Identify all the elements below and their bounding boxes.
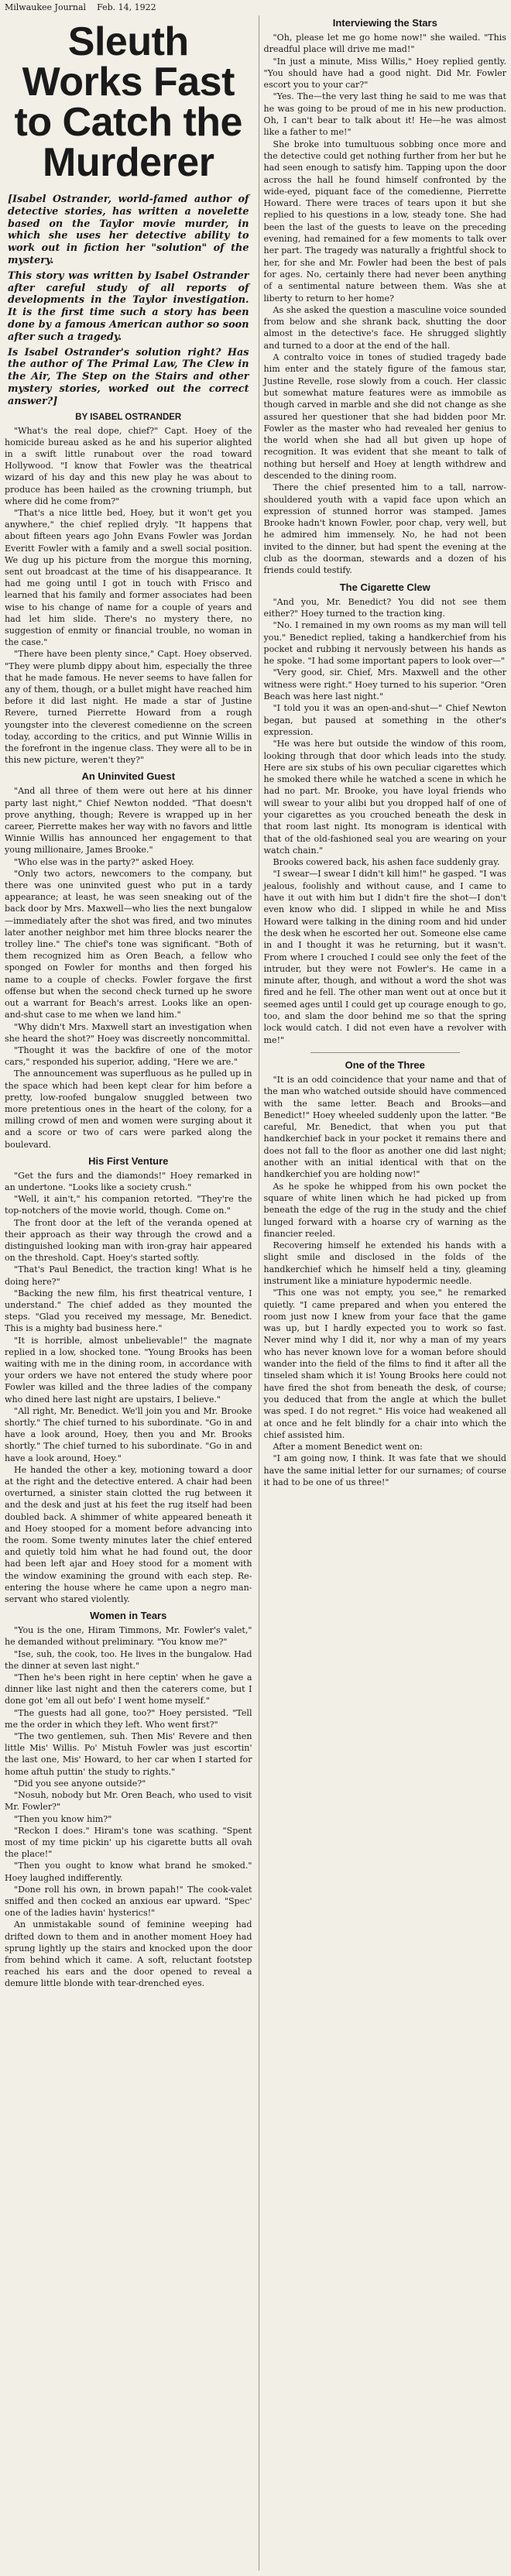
article-paragraph: She broke into tumultuous sobbing once more and the detective could get nothing further from her but he had seen enough to satisfy him. Tapping upon the door across the hall he found himself confronted by the wide-eyed, piquant face of the comedienne, Pierrette Howard. There were traces of tears upon it but she replied to his questions in a low, steady tone. She had been the last of the guests to leave on the preceding evening, had remained for a few moments to talk over her part. The tragedy was naturally a frightful shock to her, for she and Mr. Fowler had been the best of pals for ages. No, certainly there had never been anything of a sentimental nature between them. Was she at liberty to return to her home? [263,139,506,304]
left-column [5,15,252,2571]
article-paragraph: "All right, Mr. Benedict. We'll join you and Mr. Brooke shortly." The chief turned to his subordinate. "Go in and have a look around, Hoey, then you and Mr. Brooks shortly." The chief turned to his subordinate. "Go in and have a look around, Hoey." [5,1405,252,1463]
article-paragraph: There the chief presented him to a tall, narrow-shouldered youth with a vapid face upon which an expression of stunned horror was stamped. James Brooke hadn't known Fowler, poor chap, very well, but he admired him immensely. No, he had not been invited to the dinner, but had spent the evening at the club as the doorman, stewards and a dozen of his friends could testify. [263,482,506,576]
article-paragraph: "There have been plenty since," Capt. Hoey observed. "They were plumb dippy about him, especially the three that he made famous. He never seems to have fallen for any of them, though, or a bullet might have reached him before it did last night. He made a star of Justine Revere, turned Pierrette Howard from a rough youngster into the cleverest comedienne on the screen today, according to the critics, and put Winnie Willis in the forefront in the ingenue class. They were all to be in this new picture, weren't they?" [5,649,252,766]
section-divider [310,1052,461,1053]
article-paragraph: "No. I remained in my own rooms as my man will tell you." Benedict replied, taking a handkerchief from his pocket and rubbing it nervously between his hands as he spoke. "I had some important papers to look over—" [263,620,506,667]
article-body-right [264,17,507,1488]
headline: Sleuth Works Fast to Catch the Murderer [14,19,242,185]
subhead-women-in-tears: Women in Tears [90,1610,167,1622]
article-paragraph: After a moment Benedict went on: [273,1442,423,1453]
article-paragraph: "Very good, sir. Chief, Mrs. Maxwell and the other witness were right." Hoey turned to his superior. "Oren Beach was here last night." [263,667,506,702]
article-paragraph: "Did you see anyone outside?" [14,1778,146,1789]
article-paragraph: "That's Paul Benedict, the traction king! What is he doing here?" [5,1264,252,1287]
article-paragraph: An unmistakable sound of feminine weeping had drifted down to them and in another moment Hoey had sprung lightly up the stairs and knocked upon the door from behind which it came. A soft, reluctant footstep reached his ears and the door opened to reveal a demure little blonde with tear-drenched eyes. [5,1919,252,1989]
article-paragraph: "In just a minute, Miss Willis," Hoey replied gently. "You should have had a good night. Did Mr. Fowler escort you to your car?" [263,56,506,91]
article-paragraph: "I swear—I swear I didn't kill him!" he gasped. "I was jealous, foolishly and without cause, and I came to have it out with him but I didn't fire the shot—I don't even know who did. I slipped in while he and Miss Howard were talking in the dining room and hid under the desk when he escorted her out. Someone else came in and I thought it was he returning, but it wasn't. From where I crouched I could see only the feet of the intruder, but they were not Fowler's. He came in a minute after, though, and without a word the shot was fired and he fell. The other man went out at once but it seemed ages until I could get up courage enough to go, too, and slam the door behind me so that the spring lock would catch. I did not even have a revolver with me!" [263,869,506,1045]
article-paragraph: "Yes. The—the very last thing he said to me was that he was going to be proud of me in his new production. Oh, I can't bear to talk about it! He—he was almost like a father to me!" [263,91,506,138]
article-paragraph: "And you, Mr. Benedict? You did not see them either?" Hoey turned to the traction king. [263,596,506,619]
article-paragraph: "Then you ought to know what brand he smoked." Hoey laughed indifferently. [5,1861,252,1883]
article-paragraph: "Get the furs and the diamonds!" Hoey remarked in an undertone. "Looks like a society crush." [5,1170,252,1192]
article-paragraph: "You is the one, Hiram Timmons, Mr. Fowler's valet," he demanded without preliminary. "You know me?" [5,1625,252,1648]
article-paragraph: A contralto voice in tones of studied tragedy bade him enter and the stately figure of the famous star, Justine Revelle, rose slowly from a couch. Her classic but somewhat mature features were as immobile as though carved in marble and she did not change as she assured her questioner that she had bidden poor Mr. Fowler as the master who had revealed her genius to the world when she had all but given up hope of recognition. It was evident that she meant to talk of nothing but herself and Hoey at length withdrew and descended to the dining room. [263,352,506,481]
article-paragraph: Brooks cowered back, his ashen face suddenly gray. [273,857,500,868]
left-block-2 [5,785,252,1150]
subhead-interviewing-stars: Interviewing the Stars [332,17,437,29]
article-paragraph: The announcement was superfluous as he pulled up in the space which had been kept clear for him before a pretty, low-roofed bungalow snuggled between two more pretentious ones in the heart of the colony, for a milling crowd of men and women were surging about it and a score or two of cars were parked along the boulevard. [5,1068,252,1150]
article-paragraph: As he spoke he whipped from his own pocket the square of white linen which he had picked up from beneath the edge of the rug in the study and the chief lunged forward with a hoarse cry of warning as the financier reeled. [263,1181,506,1239]
article-paragraph: "Nosuh, nobody but Mr. Oren Beach, who used to visit Mr. Fowler?" [5,1790,252,1813]
subhead-cigarette-clew: The Cigarette Clew [339,581,430,593]
article-paragraph: "Ise, suh, the cook, too. He lives in the bungalow. Had the dinner at seven last night." [5,1648,252,1671]
article-paragraph: "What's the real dope, chief?" Capt. Hoey of the homicide bureau asked as he and his superior alighted in a swift little runabout over the road toward Hollywood. "I know that Fowler was the theatrical wizard of his day and this new play he was about to produce has been hailed as the crowning triumph, but where did he come from?" [5,425,252,506]
article-paragraph: "Oh, please let me go home now!" she wailed. "This dreadful place will drive me mad!" [263,33,506,55]
article-paragraph: "This one was not empty, you see," he remarked quietly. "I came prepared and when you entered the room just now I knew from your face that the game was up, but I hardly expected you to work so fast. Never mind why I did it, nor why a man of my years who has never known love for a woman before should wander into the field of the films to find it after all the tinseled sham which it is! Young Brooks here could not have fired the shot from beneath the desk, of course; you deduced that from the angle at which the bullet was sped. I do not regret." His voice had weakened all at once and he felt blindly for a chair into which the chief assisted him. [263,1288,506,1440]
article-paragraph: "Why didn't Mrs. Maxwell start an investigation when she heard the shot?" Hoey was discreetly noncommittal. [5,1021,252,1044]
article-paragraph: "Then he's been right in here ceptin' when he gave a dinner like last night and then the caterers come, but I done got 'em all out befo' I went home myself." [5,1672,252,1706]
article-paragraph: "Then you know him?" [14,1813,112,1824]
article-paragraph: "It is an odd coincidence that your name and that of the man who watched outside should have commenced with the same letter. Beach and Brooks—and Benedict!" Hoey wheeled suddenly upon the latter. "Be careful, Mr. Benedict, that when you put that handkerchief back in your pocket it remains there and does not fall to the floor as another one did last night; another with an initial identical with that on the handkerchief you are holding now!" [263,1074,506,1180]
article-paragraph: "He was here but outside the window of this room, looking through that door which leads into the study. Here are six stubs of his own peculiar cigarettes which he smoked there while he watched a scene in which he had no part. Mr. Brooke, you have loyal friends who will swear to your alibi but you dropped half of one of your cigarettes as you crouched beneath the desk in that room last night. Its monogram is identical with that of the old-fashioned seal you are wearing on your watch chain." [263,739,506,856]
subhead-one-of-three: One of the Three [345,1058,425,1071]
subhead-first-venture: His First Venture [88,1154,169,1167]
article-page [5,15,506,2571]
subhead-uninvited-guest: An Uninvited Guest [81,770,176,783]
article-paragraph: Recovering himself he extended his hands with a slight smile and disclosed in the folds of the handkerchief which he himself held a tiny, gleaming instrument like a miniature hypodermic needle. [263,1240,506,1286]
article-paragraph: "And all three of them were out here at his dinner party last night," Chief Newton nodded. "That doesn't prove anything, though; Revere is wrapped up in her career, Pierrette makes her way with no favors and little Winnie Willis has announced her engagement to that young millionaire, James Brooke." [5,786,252,856]
right-block-3 [264,1074,507,1488]
article-paragraph: "I told you it was an open-and-shut—" Chief Newton began, but paused at something in the other's expression. [263,703,506,737]
article-paragraph: "The two gentlemen, suh. Then Mis' Revere and then little Mis' Willis. Po' Mistuh Fowler was just escortin' the last one, Mis' Howard, to her car when I started for home aftuh puttin' the study to rights." [5,1731,252,1777]
article-paragraph: "Done roll his own, in brown papah!" The cook-valet sniffed and then cocked an anxious ear upward. "Spec' one of the ladies havin' hysterics!" [5,1884,252,1919]
article-paragraph: He handed the other a key, motioning toward a door at the right and the detective entered. A chair had been overturned, a sinister stain clotted the rug between it and the desk and just at his feet the rug itself had been doubled back. A shimmer of white appeared beneath it and Hoey stooped for a moment before advancing into the room. Some twenty minutes later the chief entered and quietly told him what he had found out, the door had been left ajar and Hoey stood for a moment with the window examining the ground with each step. Re-entering the house where he came upon a negro man-servant who stared violently. [5,1464,252,1605]
article-paragraph: "Well, it ain't," his companion retorted. "They're the top-notchers of the movie world, though. Come on." [5,1194,252,1216]
article-paragraph: "The guests had all gone, too?" Hoey persisted. "Tell me the order in which they left. Who went first?" [5,1707,252,1730]
article-body-left [5,425,252,1990]
left-block-4 [5,1624,252,1989]
article-paragraph: "Thought it was the backfire of one of the motor cars," responded his superior, adding, "Here we are." [5,1044,252,1068]
article-paragraph: As she asked the question a masculine voice sounded from below and she shrank back, shutting the door almost in the detective's face. He shrugged slightly and turned to a door at the end of the hall. [263,304,506,351]
standfirst-paragraph: [Isabel Ostrander, world-famed author of detective stories, has written a novelette based on the Taylor movie murder, in which she uses her detective ability to work out in fiction her "solution" of the mystery. [8,194,249,266]
issue-date: Feb. 14, 1922 [97,2,156,12]
article-paragraph: "Who else was in the party?" asked Hoey. [14,856,194,867]
article-paragraph: "I am going now, I think. It was fate that we should have the same initial letter for our surnames; of course it had to be one of us three!" [263,1453,506,1488]
article-paragraph: "Reckon I does." Hiram's tone was scathing. "Spent most of my time pickin' up his cigarette butts all ovah the place!" [5,1825,252,1860]
article-paragraph: "That's a nice little bed, Hoey, but it won't get you anywhere," the chief replied dryly. "It happens that about fifteen years ago John Evans Fowler was Jordan Everitt Fowler with a family and a swell social position. We dug up his picture from the morgue this morning, sent out broadcast at the time of his disappearance. It had me going until I got in touch with Frisco and learned that his family and former associates had been wise to his change of name for a couple of years and had let him slide. There's no mystery there, no suggestion of enmity or financial trouble, no woman in the case." [5,507,252,648]
right-column [259,15,507,2571]
standfirst-paragraph: This story was written by Isabel Ostrander after careful study of all reports of developments in the Taylor investigation. It is the first time such a story has been done by a famous American author so soon after such a tragedy. [8,269,249,343]
article-paragraph: "Backing the new film, his first theatrical venture, I understand." The chief added as they mounted the steps. "Glad you received my message, Mr. Benedict. This is a mighty bad business here." [5,1288,252,1334]
byline: BY ISABEL OSTRANDER [75,412,182,422]
right-block-2 [264,596,507,1046]
newspaper-name: Milwaukee Journal [5,2,87,12]
standfirst [8,194,249,408]
article-paragraph: "Only two actors, newcomers to the company, but there was one uninvited guest who put in a tardy appearance; at least, he was seen sneaking out of the back door by Mrs. Maxwell—who lies the next bungalow—immediately after the shot was fired, and two minutes later another neighbor met him three blocks nearer the trolley line." The chief's tone was significant. "Both of them recognized him as Oren Beach, a fellow who sponged on Fowler for months and then forged his name to a couple of checks. Fowler forgave the first offense but when the second check turned up he swore out a warrant for Beach's arrest. Looks like an open-and-shut case to me when we land him." [5,868,252,1020]
standfirst-paragraph: Is Isabel Ostrander's solution right? Has the author of The Primal Law, The Clew in the Air, The Step on the Stairs and other mystery stories, worked out the correct answer?] [8,346,249,407]
left-block-3 [5,1170,252,1606]
article-paragraph: "It is horrible, almost unbelievable!" the magnate replied in a low, shocked tone. "Young Brooks has been waiting with me in the dining room, in accordance with your orders we have not entered the study where poor Fowler was killed and the three ladies of the company who dined here last night are upstairs, I believe." [5,1335,252,1405]
article-paragraph: The front door at the left of the veranda opened at their approach as their way through the crowd and a distinguished looking man with iron-gray hair appeared on the threshold. Capt. Hoey's started softly. [5,1217,252,1264]
page-meta [5,2,506,15]
left-block-1 [5,425,252,767]
right-block-1 [264,32,507,577]
